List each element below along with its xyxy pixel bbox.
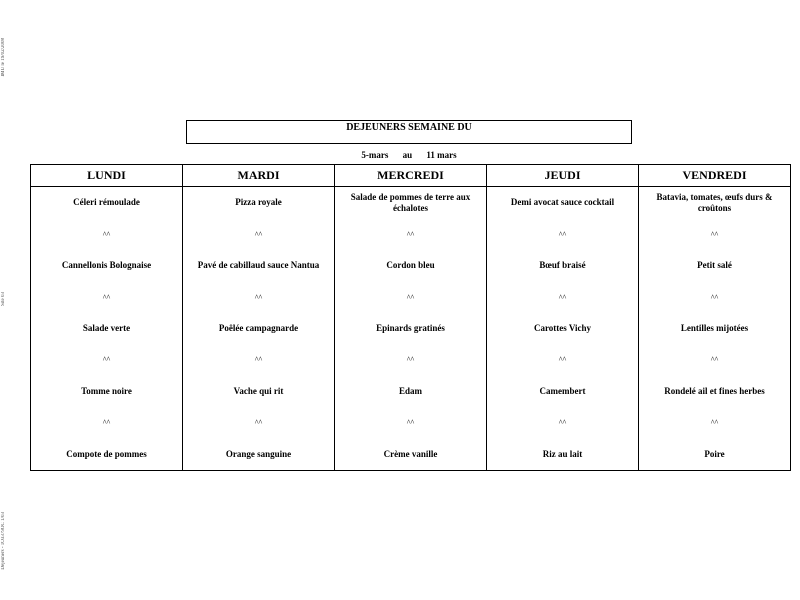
menu-title-box	[186, 120, 632, 144]
dish-separator: ^^	[406, 355, 415, 365]
dish-cheese: Camembert	[539, 385, 586, 396]
menu-title: DEJEUNERS SEMAINE DU	[346, 122, 472, 133]
dish-main: Cannellonis Bolognaise	[61, 260, 152, 271]
dish-separator: ^^	[254, 355, 263, 365]
margin-note-top: IMU le 19/02/2008	[1, 38, 6, 77]
weekly-menu-table	[30, 164, 791, 471]
day-header: MERCREDI	[335, 165, 486, 187]
dish-separator: ^^	[558, 292, 567, 302]
dish-main: Petit salé	[697, 260, 732, 271]
dish-side: Lentilles mijotées	[680, 322, 749, 333]
dish-starter: Batavia, tomates, œufs durs & croûtons	[656, 191, 773, 213]
dish-separator: ^^	[406, 229, 415, 239]
day-header: VENDREDI	[639, 165, 790, 187]
dish-separator: ^^	[406, 292, 415, 302]
dish-cheese: Edam	[398, 385, 422, 396]
day-column-jeudi	[486, 165, 638, 470]
dish-starter: Pizza royale	[235, 197, 282, 208]
dish-separator: ^^	[406, 418, 415, 428]
dish-separator: ^^	[710, 418, 719, 428]
day-header: LUNDI	[31, 165, 182, 187]
dish-dessert: Riz au lait	[542, 448, 583, 459]
day-header: MARDI	[183, 165, 334, 187]
date-separator: au	[402, 150, 413, 160]
day-column-vendredi	[638, 165, 790, 470]
day-column-mercredi	[334, 165, 486, 470]
margin-note-middle: Site 03	[1, 292, 6, 307]
dish-side: Salade verte	[82, 322, 131, 333]
dish-dessert: Poire	[704, 448, 725, 459]
date-range	[186, 150, 632, 161]
dish-separator: ^^	[710, 355, 719, 365]
dish-separator: ^^	[102, 292, 111, 302]
dish-starter: Salade de pommes de terre aux échalotes	[350, 191, 471, 213]
margin-note-bottom: Déjeuners - 1O3379OC 1/03	[1, 512, 6, 570]
dish-side: Carottes Vichy	[533, 322, 592, 333]
day-column-lundi	[31, 165, 182, 470]
dish-main: Pavé de cabillaud sauce Nantua	[197, 260, 320, 271]
dish-side: Epinards gratinés	[376, 322, 445, 333]
dish-separator: ^^	[254, 292, 263, 302]
dish-cheese: Tomme noire	[81, 385, 132, 396]
dish-dessert: Compote de pommes	[66, 448, 147, 459]
dish-separator: ^^	[710, 292, 719, 302]
dish-separator: ^^	[102, 418, 111, 428]
dish-starter: Céleri rémoulade	[73, 197, 140, 208]
day-column-mardi	[182, 165, 334, 470]
dish-separator: ^^	[558, 355, 567, 365]
dish-separator: ^^	[102, 355, 111, 365]
dish-separator: ^^	[102, 229, 111, 239]
dish-cheese: Vache qui rit	[233, 385, 284, 396]
dish-side: Poêlée campagnarde	[218, 322, 299, 333]
day-header: JEUDI	[487, 165, 638, 187]
dish-dessert: Orange sanguine	[225, 448, 292, 459]
dish-main: Cordon bleu	[386, 260, 435, 271]
dish-main: Bœuf braisé	[539, 260, 586, 271]
dish-cheese: Rondelé ail et fines herbes	[664, 385, 765, 396]
dish-separator: ^^	[710, 229, 719, 239]
dish-starter: Demi avocat sauce cocktail	[510, 197, 615, 208]
dish-separator: ^^	[254, 418, 263, 428]
date-to: 11 mars	[426, 150, 457, 160]
dish-dessert: Crème vanille	[383, 448, 438, 459]
date-from: 5-mars	[361, 150, 389, 160]
dish-separator: ^^	[254, 229, 263, 239]
dish-separator: ^^	[558, 229, 567, 239]
dish-separator: ^^	[558, 418, 567, 428]
